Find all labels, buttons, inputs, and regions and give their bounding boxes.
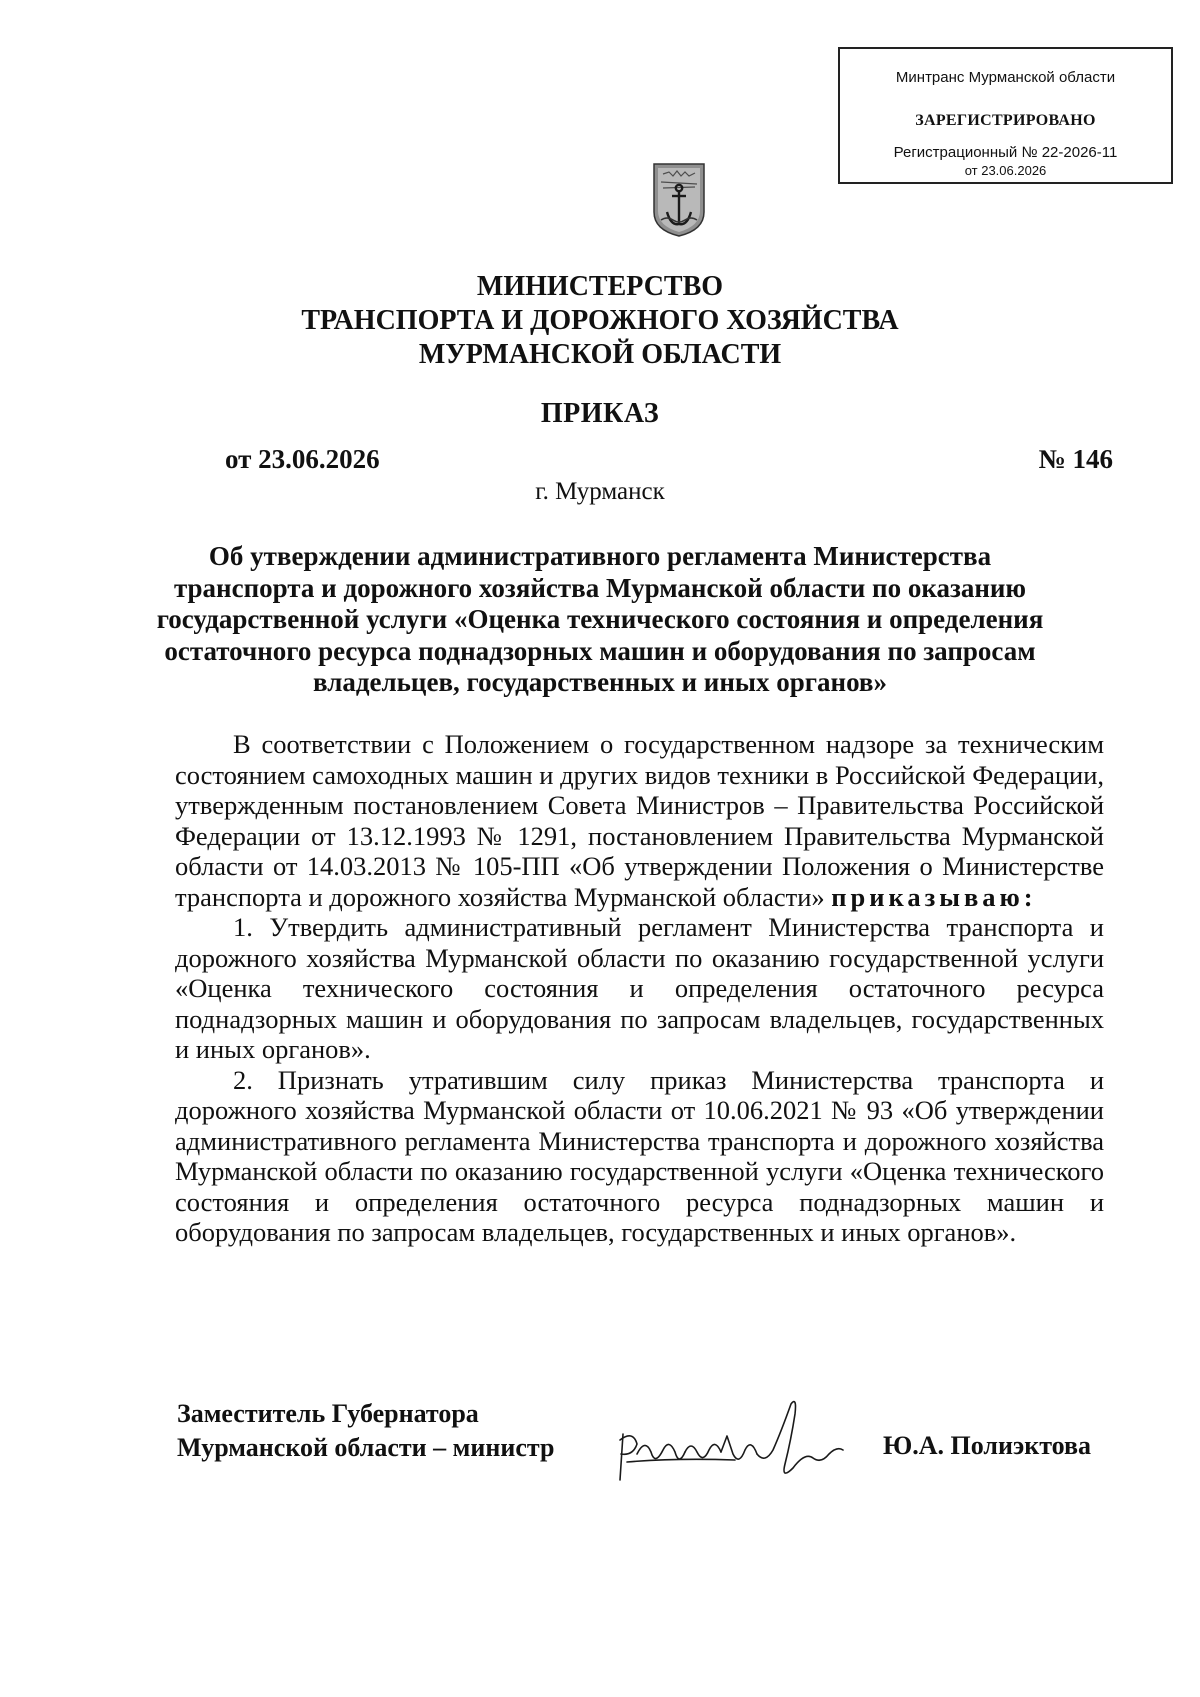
document-type: ПРИКАЗ: [540, 398, 660, 429]
subject-line: остаточного ресурса поднадзорных машин и оборудования по запросам: [164, 635, 1036, 666]
stamp-date-label: от: [964, 163, 978, 178]
order-item-1: 1. Утвердить административный регламент Министерства транспорта и дорожного хозяйства Мурманской области по оказанию государственной услуги «Оценка технического состояния и определения остаточного ресурса поднадзорных машин и оборудования по запросам владельцев, государственных и иных органов».: [175, 912, 1104, 1064]
stamp-date: 23.06.2026: [981, 163, 1047, 178]
order-body: [175, 729, 1104, 1248]
stamp-registered: ЗАРЕГИСТРИРОВАНО: [915, 112, 1096, 129]
subject-line: Об утверждении административного регламента Министерства: [208, 541, 992, 571]
ministry-line: МИНИСТЕРСТВО: [476, 271, 724, 302]
order-number: № 146: [1038, 444, 1113, 474]
city: г. Мурманск: [535, 478, 665, 505]
order-date: от 23.06.2026: [225, 444, 380, 474]
signatory-title-line: Мурманской области – министр: [177, 1433, 555, 1462]
stamp-registration-line: [840, 144, 1171, 161]
signatory-title: [177, 1397, 554, 1465]
murmansk-coat-of-arms-icon: [651, 162, 707, 238]
stamp-agency: Минтранс Мурманской области: [895, 69, 1116, 86]
ministry-name: [0, 270, 1200, 372]
stamp-date-line: [840, 163, 1171, 178]
signatory-title-line: Заместитель Губернатора: [177, 1399, 479, 1428]
command-word: приказываю:: [831, 881, 1037, 912]
ministry-line: ТРАНСПОРТА И ДОРОЖНОГО ХОЗЯЙСТВА: [301, 305, 899, 336]
subject-line: транспорта и дорожного хозяйства Мурманской области по оказанию: [173, 572, 1027, 603]
signatory-name: Ю.А. Полиэктова: [883, 1431, 1092, 1460]
order-item-2: 2. Признать утратившим силу приказ Министерства транспорта и дорожного хозяйства Мурманской области от 10.06.2021 № 93 «Об утверждении административного регламента Министерства транспорта и дорожного хозяйства Мурманской области по оказанию государственной услуги «Оценка технического состояния и определения остаточного ресурса поднадзорных машин и оборудования по запросам владельцев, государственных и иных органов».: [175, 1064, 1104, 1247]
order-subject: [150, 541, 1050, 699]
handwritten-signature-icon: [615, 1392, 860, 1487]
preamble-text: В соответствии с Положением о государственном надзоре за техническим состоянием самоходных машин и других видов техники в Российской Федерации, утвержденным постановлением Совета Министров – Правительства Российской Федерации от 13.12.1993 № 1291, постановлением Правительства Мурманской области от 14.03.2013 № 105-ПП «Об утверждении Положения о Министерстве транспорта и дорожного хозяйства Мурманской области»: [175, 729, 1104, 912]
subject-line: государственной услуги «Оценка технического состояния и определения: [156, 604, 1044, 634]
subject-line: владельцев, государственных и иных органов»: [312, 667, 887, 697]
registration-stamp: [838, 47, 1173, 184]
ministry-line: МУРМАНСКОЙ ОБЛАСТИ: [418, 339, 782, 370]
stamp-reg-label: Регистрационный №: [893, 144, 1038, 161]
stamp-reg-number: 22-2026-11: [1041, 144, 1118, 161]
preamble-paragraph: [175, 729, 1104, 912]
